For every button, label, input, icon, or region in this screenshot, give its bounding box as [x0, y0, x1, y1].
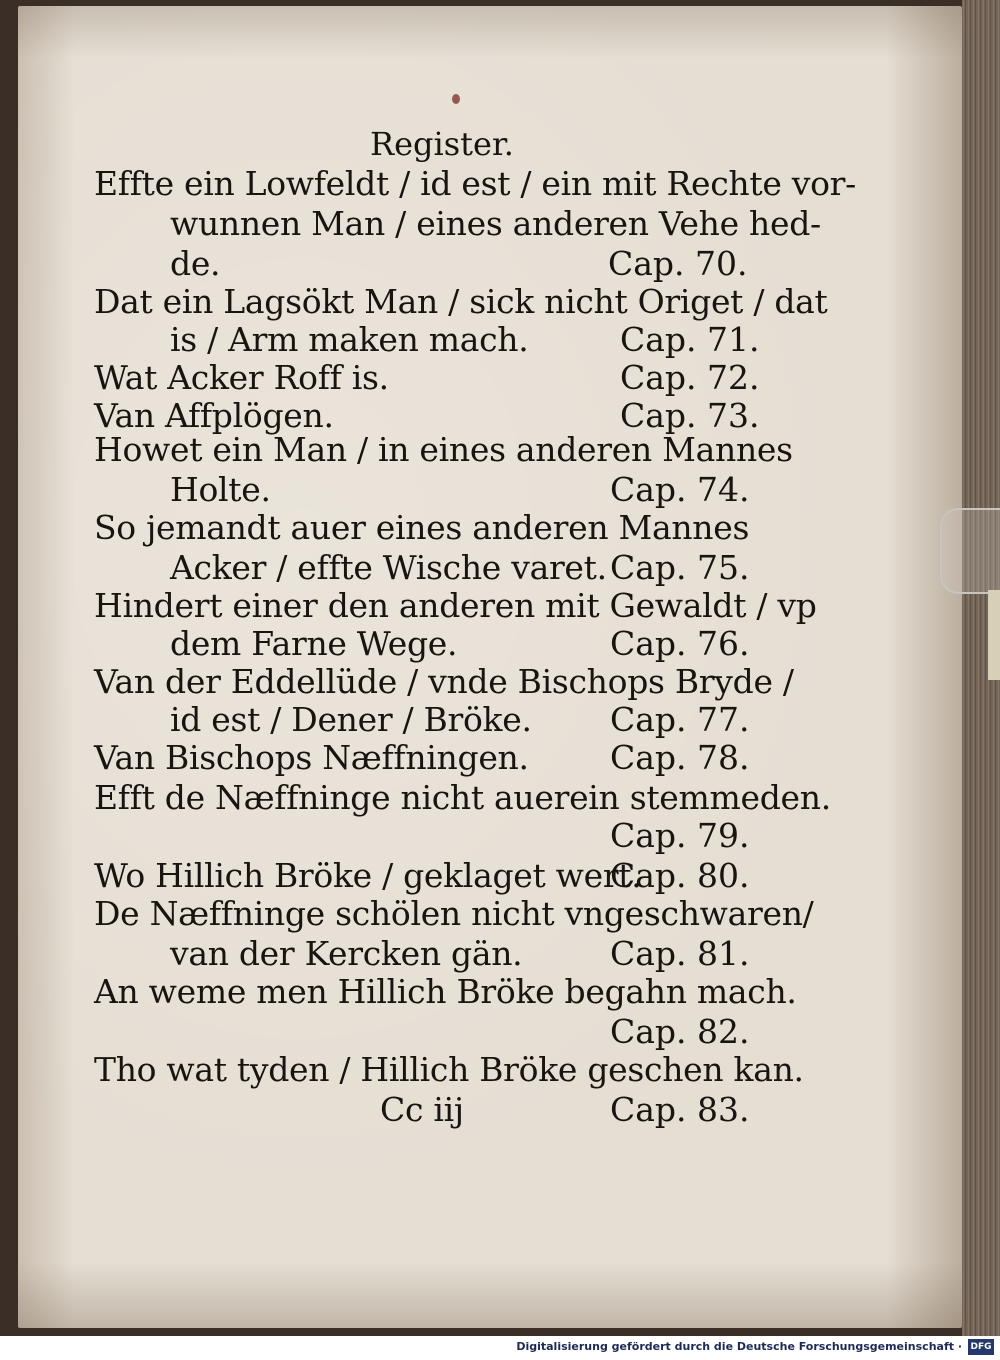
entry-line: Efft de Næffninge nicht auerein stemmeden. — [94, 778, 831, 817]
entry-line: Dat ein Lagsökt Man / sick nicht Origet / dat — [94, 282, 828, 321]
chapter-ref: Cap. 81. — [610, 934, 750, 973]
chapter-ref: Cap. 82. — [610, 1012, 750, 1051]
entry-line: dem Farne Wege. — [170, 624, 458, 663]
entry-line: Van der Eddellüde / vnde Bischops Bryde / — [94, 662, 794, 701]
page-header: Register. — [370, 125, 514, 163]
entry-line: id est / Dener / Bröke. — [170, 700, 532, 739]
entry-line: Hindert einer den anderen mit Gewaldt / vp — [94, 586, 817, 625]
entry-line: Van Bischops Næffningen. — [94, 738, 529, 777]
chapter-ref: Cap. 74. — [610, 470, 750, 509]
chapter-ref: Cap. 77. — [610, 700, 750, 739]
entry-line: Effte ein Lowfeldt / id est / ein mit Rechte vor- — [94, 164, 856, 203]
chapter-ref: Cap. 70. — [608, 244, 748, 283]
entry-line: Van Affplögen. — [94, 396, 334, 435]
funding-footer — [0, 1336, 1000, 1360]
funding-credit: Digitalisierung gefördert durch die Deutsche Forschungsgemeinschaft · — [516, 1340, 962, 1353]
entry-line: Acker / effte Wische varet. — [170, 548, 607, 587]
entry-line: Wat Acker Roff is. — [94, 358, 389, 397]
entry-line: Wo Hillich Bröke / geklaget wert. — [94, 856, 642, 895]
entry-line: van der Kercken gän. — [170, 934, 523, 973]
chapter-ref: Cap. 71. — [620, 320, 760, 359]
chapter-ref: Cap. 72. — [620, 358, 760, 397]
entry-line: An weme men Hillich Bröke begahn mach. — [94, 972, 797, 1011]
chapter-ref: Cap. 76. — [610, 624, 750, 663]
chapter-ref: Cap. 75. — [610, 548, 750, 587]
entry-line: De Næffninge schölen nicht vngeschwaren/ — [94, 894, 814, 933]
entry-line: Tho wat tyden / Hillich Bröke geschen kan. — [94, 1050, 804, 1089]
entry-line: de. — [170, 244, 221, 283]
chapter-ref: Cap. 79. — [610, 816, 750, 855]
dfg-logo: DFG — [968, 1339, 994, 1355]
entry-line: wunnen Man / eines anderen Vehe hed- — [170, 204, 821, 243]
chapter-ref: Cap. 83. — [610, 1090, 750, 1129]
chapter-ref: Cap. 73. — [620, 396, 760, 435]
signature-mark: Cc iij — [380, 1090, 464, 1129]
entry-line: Howet ein Man / in eines anderen Mannes — [94, 430, 793, 469]
chapter-ref: Cap. 78. — [610, 738, 750, 777]
entry-line: So jemandt auer eines anderen Mannes — [94, 508, 750, 547]
entry-line: Holte. — [170, 470, 271, 509]
entry-line: is / Arm maken mach. — [170, 320, 529, 359]
chapter-ref: Cap. 80. — [610, 856, 750, 895]
